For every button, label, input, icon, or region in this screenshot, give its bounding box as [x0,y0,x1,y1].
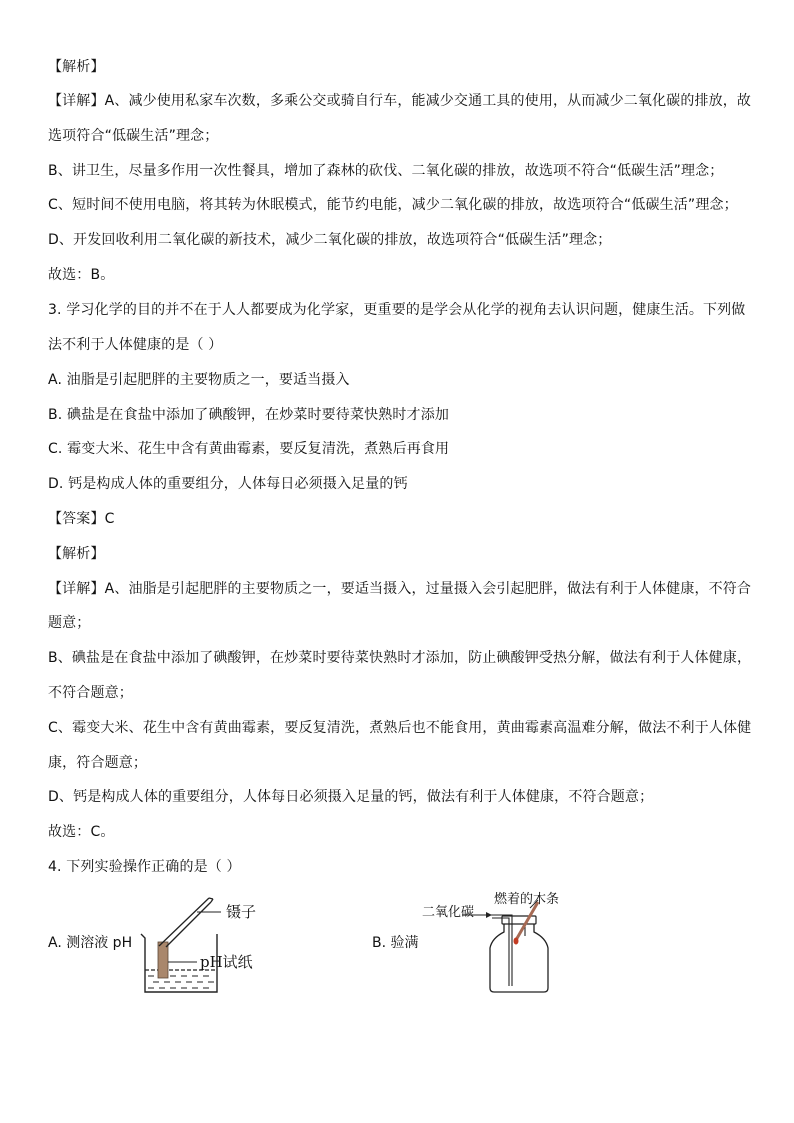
q3-detail-line-6: 康，符合题意； [48,755,148,771]
splint-callout: 燃着的木条 [494,892,560,907]
q2-detail-line-2: 选项符合“低碳生活”理念； [48,128,219,144]
ph-paper-callout: pH试纸 [200,953,253,971]
q3-detail-line-5: C、霉变大米、花生中含有黄曲霉素，要反复清洗，煮熟后也不能食用，黄曲霉素高温难分解，做法不利于人体健 [48,720,752,736]
q2-analysis-heading: 【解析】 [48,59,105,75]
q3-detail-line-1: 【详解】A、油脂是引起肥胖的主要物质之一，要适当摄入，过量摄入会引起肥胖，做法有利于人体健康，不符合 [48,581,752,597]
q2-conclusion: 故选：B。 [48,267,115,283]
q2-detail-line-4: C、短时间不使用电脑，将其转为休眠模式，能节约电能，减少二氧化碳的排放，故选项符合“低碳生活”理念； [48,197,738,213]
q3-conclusion: 故选：C。 [48,824,115,840]
q3-analysis-heading: 【解析】 [48,546,105,562]
q3-option-b: B. 碘盐是在食盐中添加了碘酸钾，在炒菜时要待菜快熟时才添加 [48,407,450,423]
q3-detail-line-7: D、钙是构成人体的重要组分，人体每日必须摄入足量的钙，做法有利于人体健康，不符合题意； [48,789,654,805]
q3-option-d: D. 钙是构成人体的重要组分，人体每日必须摄入足量的钙 [48,476,408,492]
q3-detail-line-2: 题意； [48,615,91,631]
q4-option-a-label: A. 测溶液 pH [48,935,133,951]
q2-detail-line-3: B、讲卫生，尽量多作用一次性餐具，增加了森林的砍伐、二氧化碳的排放，故选项不符合“低碳生活”理念； [48,163,724,179]
q4-option-b-label: B. 验满 [372,935,419,951]
tweezers [159,898,213,947]
q2-detail-line-1: 【详解】A、减少使用私家车次数，多乘公交或骑自行车，能减少交通工具的使用，从而减少二氧化碳的排放，故 [48,93,752,109]
q3-stem-line-1: 3. 学习化学的目的并不在于人人都要成为化学家，更重要的是学会从化学的视角去认识问题，健康生活。下列做 [48,302,746,318]
co2-callout: 二氧化碳 [422,905,475,920]
q3-option-a: A. 油脂是引起肥胖的主要物质之一，要适当摄入 [48,372,350,388]
q3-answer: 【答案】C [48,511,115,527]
q2-detail-line-5: D、开发回收利用二氧化碳的新技术，减少二氧化碳的排放，故选项符合“低碳生活”理念； [48,232,612,248]
q3-stem-line-2: 法不利于人体健康的是（ ） [48,337,223,353]
q3-option-c: C. 霉变大米、花生中含有黄曲霉素，要反复清洗，煮熟后再食用 [48,441,450,457]
q3-detail-line-3: B、碘盐是在食盐中添加了碘酸钾，在炒菜时要待菜快熟时才添加，防止碘酸钾受热分解，做法有利于人体健康， [48,650,752,666]
q3-detail-line-4: 不符合题意； [48,685,133,701]
q4-stem: 4. 下列实验操作正确的是（ ） [48,859,241,875]
tweezers-callout: 镊子 [226,903,257,921]
